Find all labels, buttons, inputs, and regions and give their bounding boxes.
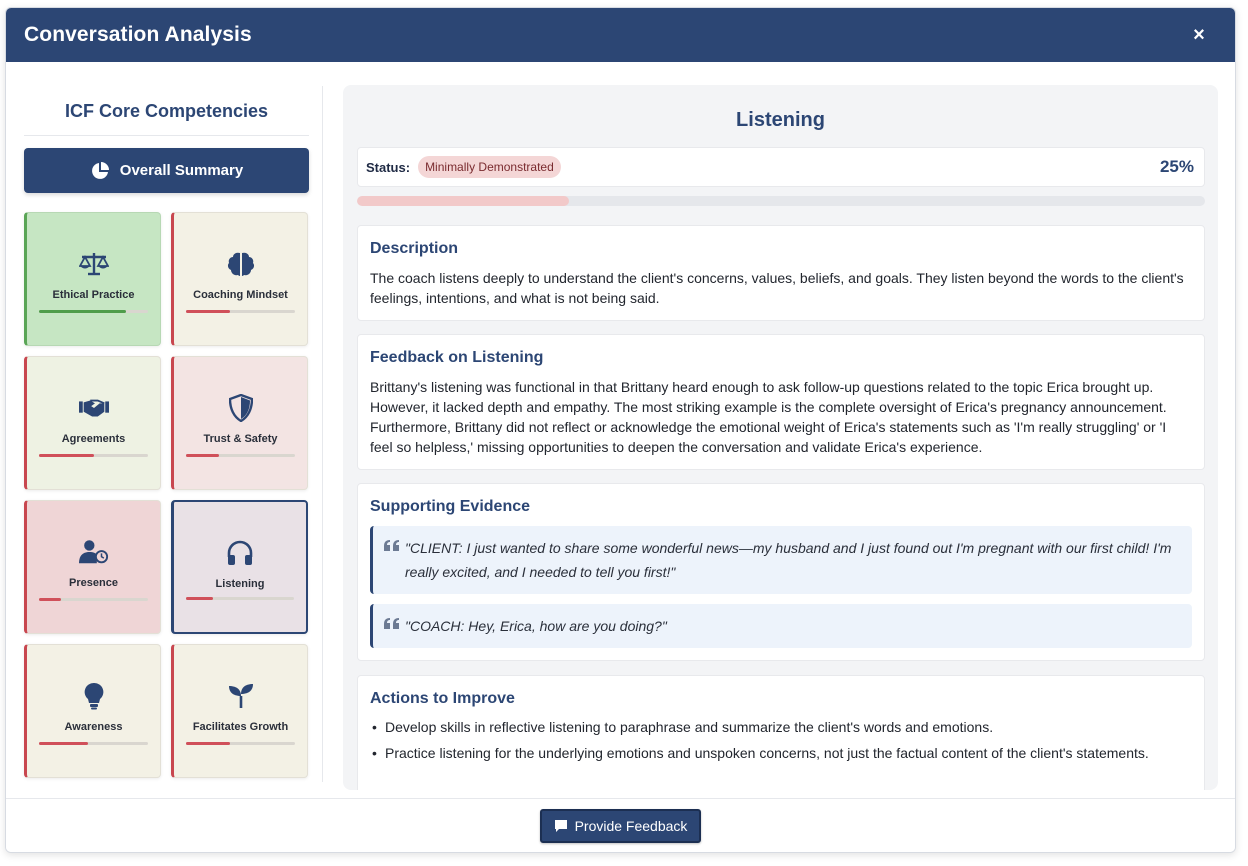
scale-icon <box>79 249 109 279</box>
card-label: Facilitates Growth <box>192 721 289 733</box>
card-progress-bar <box>39 454 148 457</box>
comment-icon <box>554 819 568 833</box>
handshake-icon <box>79 393 109 423</box>
evidence-heading: Supporting Evidence <box>370 498 531 515</box>
card-progress-bar <box>39 310 148 313</box>
shield-icon <box>226 393 256 423</box>
sidebar-divider <box>322 86 323 782</box>
sidebar-title: ICF Core Competencies <box>24 86 309 136</box>
provide-feedback-label: Provide Feedback <box>574 817 688 834</box>
overall-summary-label: Overall Summary <box>119 162 244 179</box>
headphones-icon <box>225 538 255 568</box>
action-item: • Practice listening for the underlying emotions and unspoken concerns, not just the factual content of the client's statements. <box>370 744 1192 763</box>
card-label: Trust & Safety <box>203 433 278 445</box>
feedback-heading: Feedback on Listening <box>370 349 544 366</box>
card-label: Listening <box>215 578 265 590</box>
competency-sidebar <box>24 86 309 786</box>
card-progress-bar <box>39 598 148 601</box>
card-progress-bar <box>186 454 295 457</box>
provide-feedback-button[interactable] <box>540 809 701 843</box>
modal-body <box>6 62 1235 802</box>
evidence-quote-text: "COACH: Hey, Erica, how are you doing?" <box>405 618 667 634</box>
modal-header <box>6 8 1235 62</box>
feedback-section <box>357 334 1205 470</box>
evidence-quote <box>370 526 1192 594</box>
status-badge: Minimally Demonstrated <box>418 156 561 178</box>
conversation-analysis-modal <box>5 7 1236 853</box>
close-button[interactable]: × <box>1193 23 1205 46</box>
description-heading: Description <box>370 240 459 257</box>
score-progress-bar <box>357 196 1205 206</box>
card-presence[interactable] <box>24 500 161 634</box>
card-listening[interactable] <box>171 500 308 634</box>
brain-icon <box>226 249 256 279</box>
card-trust-safety[interactable] <box>171 356 308 490</box>
score-percent: 25% <box>1159 157 1194 176</box>
card-label: Coaching Mindset <box>193 289 288 301</box>
seedling-icon <box>226 681 256 711</box>
competency-title: Listening <box>736 109 825 131</box>
evidence-quote-text: "CLIENT: I just wanted to share some wonderful news—my husband and I just found out I'm pregnant with our first child! I'm really excited, and I needed to tell you first!" <box>405 540 1172 580</box>
card-ethical-practice[interactable] <box>24 212 161 346</box>
user-clock-icon <box>79 537 109 567</box>
card-progress-bar <box>186 742 295 745</box>
actions-section <box>357 675 1205 790</box>
card-label: Presence <box>69 577 118 589</box>
quote-icon <box>383 537 401 555</box>
evidence-section <box>357 483 1205 661</box>
card-awareness[interactable] <box>24 644 161 778</box>
competency-detail-panel[interactable] <box>343 85 1218 790</box>
card-progress-bar <box>186 310 295 313</box>
action-item: • Develop skills in reflective listening to paraphrase and summarize the client's words and emotions. <box>370 718 1192 737</box>
actions-list <box>370 718 1192 763</box>
status-label: Status: <box>366 159 411 175</box>
card-label: Awareness <box>64 721 123 733</box>
status-row <box>357 147 1205 187</box>
pie-chart-icon <box>90 161 110 181</box>
modal-footer <box>6 798 1235 852</box>
card-facilitates-growth[interactable] <box>171 644 308 778</box>
card-progress-bar <box>39 742 148 745</box>
description-section <box>357 225 1205 321</box>
description-text: The coach listens deeply to understand the client's concerns, values, beliefs, and goals. They listen beyond the words to the client's feelings, intentions, and what is not being said. <box>370 270 1184 306</box>
evidence-quote <box>370 604 1192 648</box>
feedback-text: Brittany's listening was functional in that Brittany heard enough to ask follow-up questions related to the topic Erica brought up. However, it lacked depth and empathy. The most striking example is the complete oversight of Erica's pregnancy announcement. Furthermore, Brittany did not reflect or acknowledge the emotional weight of Erica's statements such as 'I'm really struggling' or 'I feel so helpless,' missing opportunities to deepen the conversation and validate Erica's experience. <box>370 379 1167 455</box>
actions-heading: Actions to Improve <box>370 690 515 707</box>
competency-grid <box>24 212 309 778</box>
card-label: Agreements <box>61 433 126 445</box>
card-coaching-mindset[interactable] <box>171 212 308 346</box>
quote-icon <box>383 615 401 633</box>
card-label: Ethical Practice <box>52 289 135 301</box>
card-agreements[interactable] <box>24 356 161 490</box>
overall-summary-button[interactable] <box>24 148 309 193</box>
card-progress-bar <box>186 597 294 600</box>
modal-title: Conversation Analysis <box>24 23 252 46</box>
lightbulb-icon <box>79 681 109 711</box>
